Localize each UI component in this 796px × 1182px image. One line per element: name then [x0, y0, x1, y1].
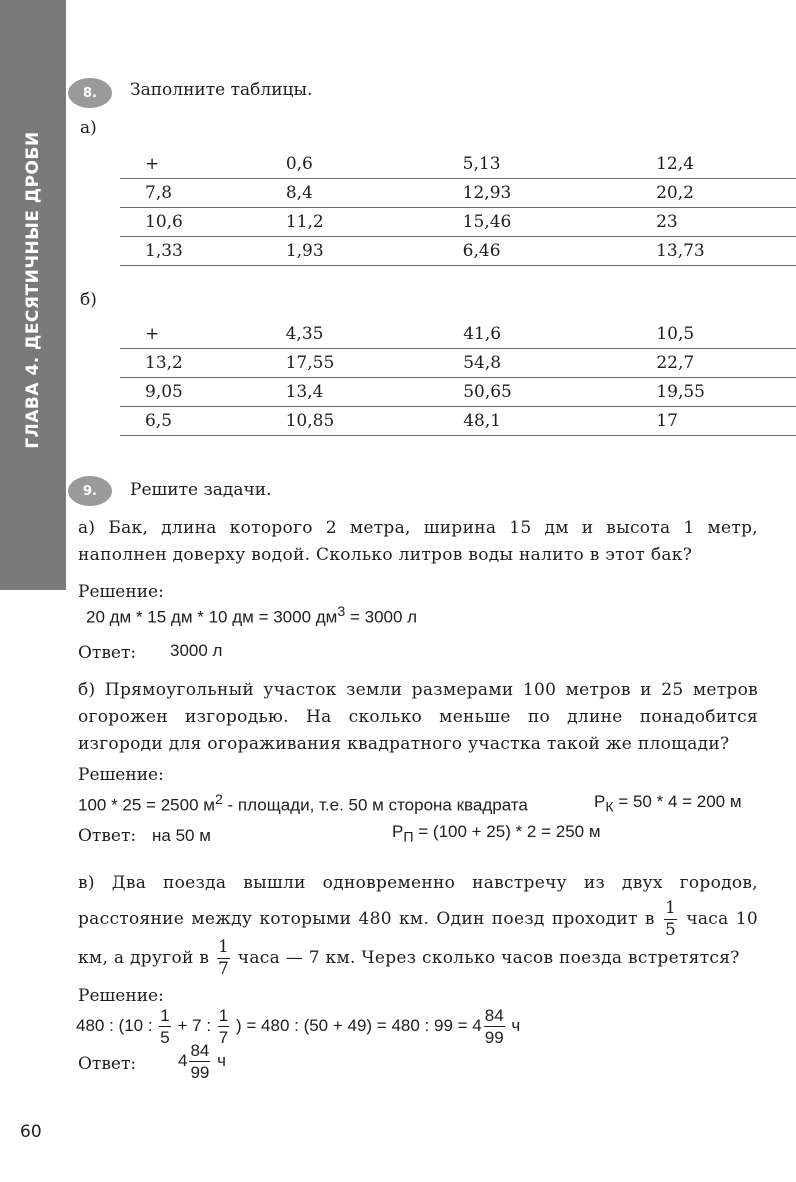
table-cell: 54,8: [443, 349, 616, 378]
fraction: $\frac{1}{7}$: [218, 1006, 229, 1047]
table-row: [120, 237, 796, 266]
problem-b-answer-label: Ответ:: [78, 826, 137, 846]
fraction: $\frac{84}{99}$: [484, 1006, 504, 1047]
table-cell: 41,6: [443, 320, 616, 349]
table-cell: 6,46: [443, 237, 616, 266]
task-number-badge: 8.: [68, 78, 112, 108]
task8-title: Заполните таблицы.: [130, 80, 313, 100]
table-cell: 5,13: [443, 150, 616, 179]
fraction: $\frac{1}{7}$: [217, 937, 230, 979]
table-cell: 10,5: [616, 320, 796, 349]
problem-a-solution-label: Решение:: [78, 582, 164, 602]
problem-a-solution: 20 дм * 15 дм * 10 дм = 3000 $дм^3 = 3000$ л: [86, 604, 418, 627]
table-cell: 22,7: [616, 349, 796, 378]
table-cell: 1,93: [266, 237, 443, 266]
table-row: [120, 378, 796, 407]
fraction: $\frac{84}{99}$: [190, 1041, 210, 1082]
task9-title: Решите задачи.: [130, 480, 272, 500]
problem-c-solution: 480 : (10 : $\frac{1}{5}$ + 7 : $\frac{1}{7}$ ) = 480 : (50 + 49) = 480 : 99 = 4 $\frac{84}{99}$ ч: [76, 1006, 521, 1047]
table-b: [120, 320, 796, 436]
operation-sign: +: [120, 320, 266, 349]
chapter-title: ГЛАВА 4. ДЕСЯТИЧНЫЕ ДРОБИ: [23, 131, 43, 449]
page-number: 60: [20, 1122, 42, 1142]
task-number-badge: 9.: [68, 476, 112, 506]
chapter-sidebar: [0, 0, 66, 590]
task8-b-label: б): [80, 290, 97, 310]
table-row: [120, 407, 796, 436]
operation-sign: +: [120, 150, 266, 179]
table-cell: 12,4: [616, 150, 796, 179]
table-cell: 6,5: [120, 407, 266, 436]
table-cell: 9,05: [120, 378, 266, 407]
table-cell: 11,2: [266, 208, 443, 237]
table-cell: 13,73: [616, 237, 796, 266]
table-row: [120, 208, 796, 237]
table-row: [120, 320, 796, 349]
table-cell: 23: [616, 208, 796, 237]
problem-b-text: б) Прямоугольный участок земли размерами 100 метров и 25 метров огорожен изгородью. На сколько меньше по длине понадобится изгороди для огораживания квадратного участка такой же площади?: [78, 680, 758, 754]
table-cell: 13,4: [266, 378, 444, 407]
problem-b-perimeter-rect: $P_П = (100 + 25) * 2 = 250$ м: [392, 822, 601, 846]
table-cell: 13,2: [120, 349, 266, 378]
table-cell: 20,2: [616, 179, 796, 208]
table-cell: 10,6: [120, 208, 266, 237]
problem-c-answer-label: Ответ:: [78, 1054, 137, 1074]
problem-a-answer: 3000 л: [170, 641, 223, 660]
table-cell: 12,93: [443, 179, 616, 208]
problem-b-answer: на 50 м: [152, 826, 211, 845]
table-cell: 17,55: [266, 349, 444, 378]
table-cell: 8,4: [266, 179, 443, 208]
table-cell: 15,46: [443, 208, 616, 237]
problem-c-solution-label: Решение:: [78, 986, 164, 1006]
problem-a-text: а) Бак, длина которого 2 метра, ширина 15 дм и высота 1 метр, наполнен доверху водой. Сколько литров воды налито в этот бак?: [78, 518, 758, 565]
table-cell: 48,1: [443, 407, 616, 436]
problem-b-perimeter-square: $P_К = 50 * 4 = 200$ м: [594, 792, 742, 816]
table-cell: 1,33: [120, 237, 266, 266]
table-cell: 50,65: [443, 378, 616, 407]
table-cell: 10,85: [266, 407, 444, 436]
table-cell: 0,6: [266, 150, 443, 179]
problem-b-solution-line1: 100 * 25 = 2500 $м^2$ - площади, т.е. 50 м сторона квадрата: [78, 792, 528, 815]
table-row: [120, 150, 796, 179]
table-a: [120, 150, 796, 266]
table-row: [120, 179, 796, 208]
table-cell: 19,55: [616, 378, 796, 407]
table-cell: 4,35: [266, 320, 444, 349]
table-cell: 7,8: [120, 179, 266, 208]
table-row: [120, 349, 796, 378]
table-cell: 17: [616, 407, 796, 436]
problem-c-answer: 4 $\frac{84}{99}$ ч: [178, 1041, 226, 1082]
problem-c-text: в) Два поезда вышли одновременно навстречу из двух городов, расстояние между которыми 480 км. Один поезд проходит в $\frac{1}{5}$ часа 10 км, а другой в $\frac{1}{7}$ часа — 7 км. Через сколько часов поезда встретятся?: [78, 873, 758, 979]
fraction: $\frac{1}{5}$: [160, 1006, 170, 1047]
fraction: $\frac{1}{5}$: [665, 898, 677, 940]
task8-a-label: а): [80, 118, 97, 138]
problem-b-solution-label: Решение:: [78, 765, 164, 785]
problem-a-answer-label: Ответ:: [78, 643, 137, 663]
